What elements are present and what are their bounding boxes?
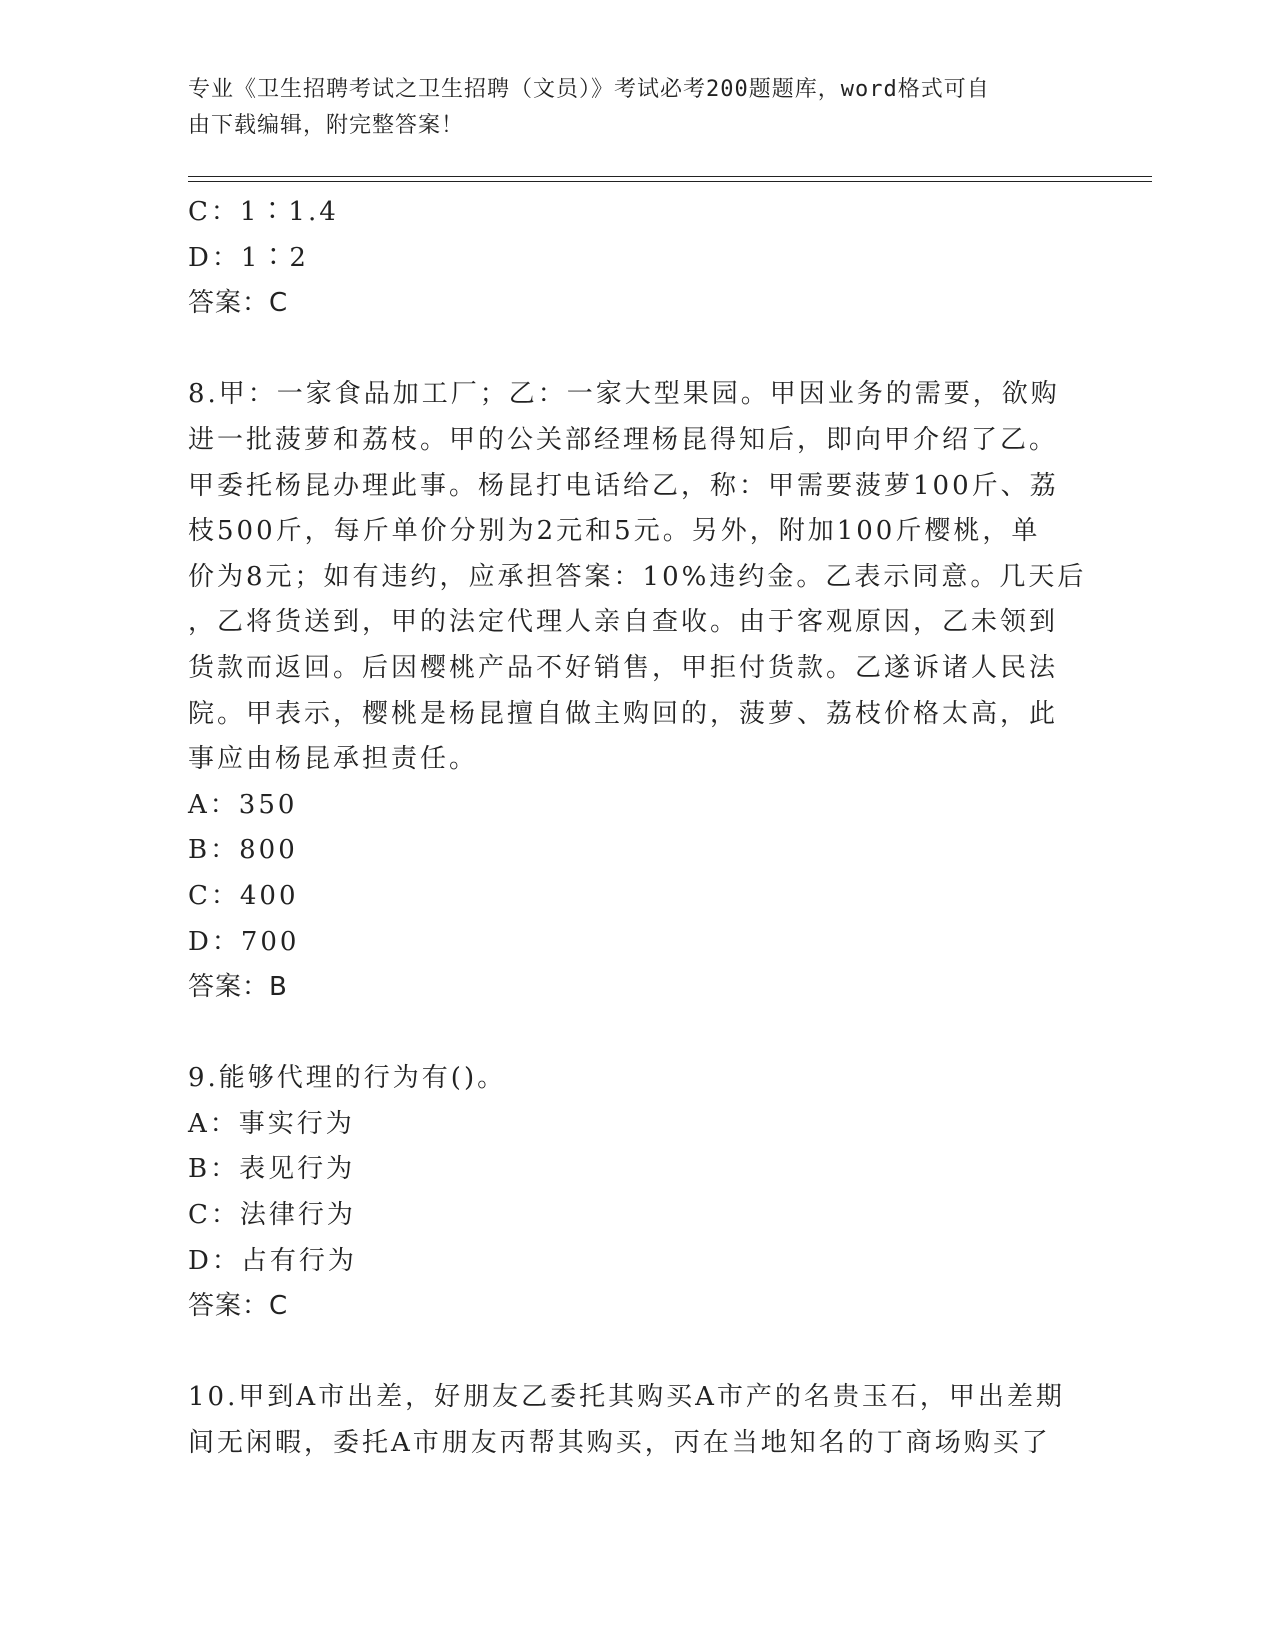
spacer — [188, 1330, 1088, 1376]
q7-option-d: D：1∶2 — [188, 242, 309, 273]
q8-stem-line-1: 8.甲：一家食品加工厂；乙：一家大型果园。甲因业务的需要，欲购 — [188, 379, 1060, 410]
q8-option-b: B：800 — [188, 835, 298, 866]
header-title-line-1: 专业《卫生招聘考试之卫生招聘（文员）》考试必考200题题库，word格式可自 — [188, 77, 990, 102]
document-header — [188, 72, 1068, 144]
q9-stem: 9.能够代理的行为有()。 — [188, 1063, 507, 1094]
q9-option-b: B：表见行为 — [188, 1154, 356, 1185]
q9-answer: 答案：C — [188, 1291, 289, 1322]
q8-answer: 答案：B — [188, 972, 288, 1003]
q8-option-a: A：350 — [188, 789, 298, 820]
q8-stem-line-9: 事应由杨昆承担责任。 — [188, 744, 479, 775]
q8-stem-line-5: 价为8元；如有违约，应承担答案：10%违约金。乙表示同意。几天后 — [188, 561, 1087, 592]
q7-option-c: C：1∶1.4 — [188, 197, 339, 227]
q8-stem-line-7: 货款而返回。后因樱桃产品不好销售，甲拒付货款。乙遂诉诸人民法 — [188, 652, 1059, 683]
q9-option-c: C：法律行为 — [188, 1200, 356, 1231]
header-divider-bottom — [188, 181, 1152, 182]
q9-option-a: A：事实行为 — [188, 1108, 355, 1139]
header-title-line-2: 由下载编辑，附完整答案！ — [188, 113, 465, 138]
q9-option-d: D：占有行为 — [188, 1245, 357, 1276]
q8-stem-line-2: 进一批菠萝和荔枝。甲的公关部经理杨昆得知后，即向甲介绍了乙。 — [188, 424, 1059, 455]
question-7-fragment — [188, 190, 1088, 327]
q7-answer: 答案：C — [188, 288, 289, 319]
spacer — [188, 1011, 1088, 1057]
q10-stem-line-2: 间无闲暇，委托A市朋友丙帮其购买，丙在当地知名的丁商场购买了 — [188, 1428, 1051, 1459]
document-body — [188, 190, 1088, 1467]
q8-stem-line-6: ，乙将货送到，甲的法定代理人亲自查收。由于客观原因，乙未领到 — [188, 607, 1059, 638]
spacer — [188, 327, 1088, 373]
question-8 — [188, 372, 1088, 1010]
q8-stem-line-8: 院。甲表示，樱桃是杨昆擅自做主购回的，菠萝、荔枝价格太高，此 — [188, 698, 1059, 729]
q8-stem-line-3: 甲委托杨昆办理此事。杨昆打电话给乙，称：甲需要菠萝100斤、荔 — [188, 470, 1059, 501]
q8-option-d: D：700 — [188, 926, 300, 957]
q8-option-c: C：400 — [188, 880, 299, 911]
header-divider-top — [188, 176, 1152, 177]
question-10 — [188, 1375, 1088, 1466]
q8-stem-line-4: 枝500斤，每斤单价分别为2元和5元。另外，附加100斤樱桃，单 — [188, 516, 1041, 547]
q10-stem-line-1: 10.甲到A市出差，好朋友乙委托其购买A市产的名贵玉石，甲出差期 — [188, 1382, 1065, 1413]
question-9 — [188, 1056, 1088, 1330]
